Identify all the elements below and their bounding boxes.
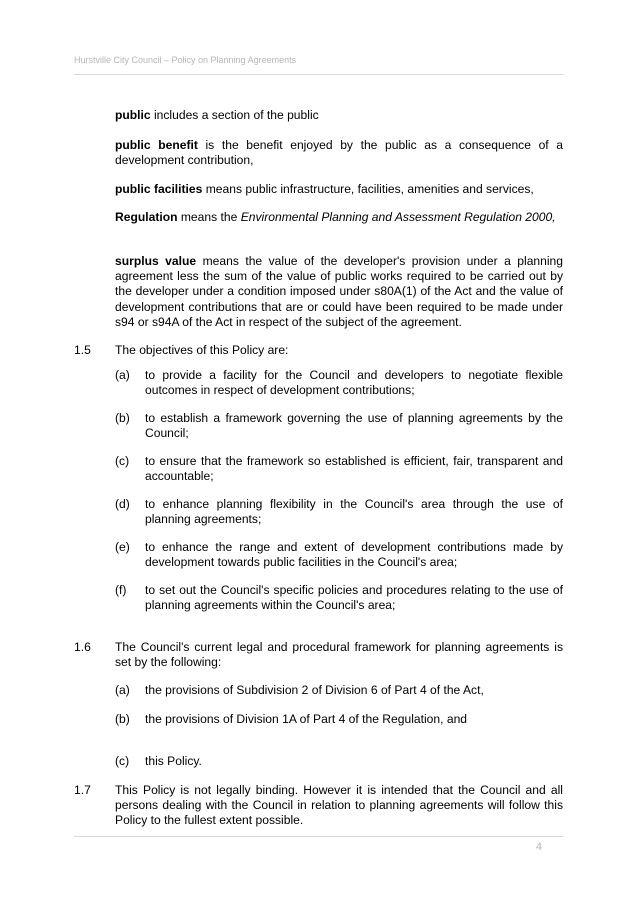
list-item: this Policy.	[145, 754, 202, 768]
item-label: (b)	[115, 712, 130, 726]
item-label: (c)	[115, 454, 130, 468]
running-header: Hurstville City Council – Policy on Planning Agreements	[74, 55, 297, 65]
list-item: to establish a framework governing the use of planning agreements by the Council;	[145, 411, 563, 441]
item-label: (d)	[115, 497, 130, 511]
definition-public-benefit: public benefit is the benefit enjoyed by the public as a consequence of a development contribution,	[115, 138, 564, 168]
section-intro: The objectives of this Policy are:	[115, 343, 289, 357]
definition-regulation: Regulation means the Environmental Planning and Assessment Regulation 2000,	[115, 210, 556, 224]
item-label: (a)	[115, 368, 130, 382]
list-item: to set out the Council's specific policies and procedures relating to the use of planning agreements within the Council's area;	[145, 583, 563, 613]
item-label: (a)	[115, 683, 130, 697]
section-number: 1.6	[74, 640, 91, 654]
footer-rule	[74, 836, 563, 837]
item-label: (b)	[115, 411, 130, 425]
definition-public: public includes a section of the public	[115, 108, 319, 122]
item-label: (f)	[115, 583, 127, 597]
section-number: 1.7	[74, 783, 91, 797]
list-item: to provide a facility for the Council and developers to negotiate flexible outcomes in respect of development contributions;	[145, 368, 563, 398]
section-body: This Policy is not legally binding. However it is intended that the Council and all persons dealing with the Council in relation to planning agreements will follow this Policy to the fullest extent possible.	[115, 783, 563, 828]
page-number: 4	[535, 841, 542, 853]
definition-surplus-value: surplus value means the value of the developer's provision under a planning agreement less the sum of the value of public works required to be carried out by the developer under a condition imposed under s80A(1) of the Act and the value of development contributions that are or could have been required to be made under s94 or s94A of the Act in respect of the subject of the agreement.	[115, 254, 564, 329]
definition-public-facilities: public facilities means public infrastructure, facilities, amenities and services,	[115, 182, 534, 196]
section-intro: The Council's current legal and procedural framework for planning agreements is set by the following:	[115, 640, 563, 670]
list-item: to ensure that the framework so established is efficient, fair, transparent and accountable;	[145, 454, 563, 484]
item-label: (c)	[115, 754, 130, 768]
list-item: the provisions of Subdivision 2 of Division 6 of Part 4 of the Act,	[145, 683, 484, 697]
item-label: (e)	[115, 540, 130, 554]
section-number: 1.5	[74, 343, 91, 357]
list-item: the provisions of Division 1A of Part 4 of the Regulation, and	[145, 712, 468, 726]
list-item: to enhance the range and extent of development contributions made by development towards public facilities in the Council's area;	[145, 540, 563, 570]
list-item: to enhance planning flexibility in the Council's area through the use of planning agreements;	[145, 497, 563, 527]
header-rule	[74, 74, 563, 75]
